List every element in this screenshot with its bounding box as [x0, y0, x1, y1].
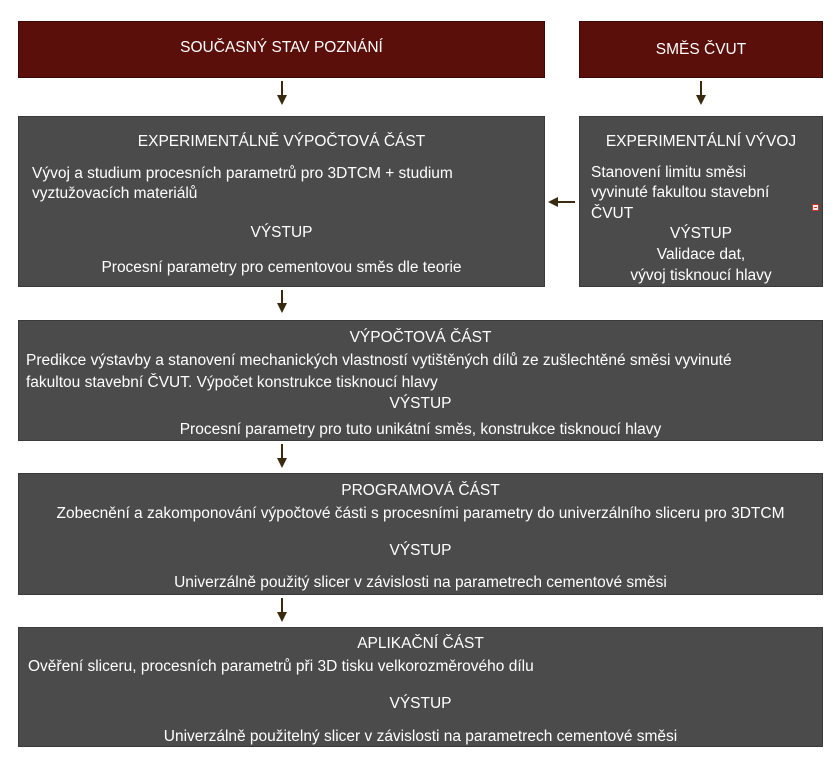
- arrow-to-program-head: [277, 458, 287, 468]
- program-part-title: PROGRAMOVÁ ČÁST: [341, 482, 500, 499]
- program-part-output: Univerzálně použitý slicer v závislosti na parametrech cementové směsi: [174, 574, 667, 591]
- program-part-output-label: VÝSTUP: [389, 542, 452, 559]
- program-part-desc: Zobecnění a zakomponování výpočtové části s procesními parametry do univerzálního sliceru pro 3DTCM: [56, 505, 785, 522]
- experimental-computational-output-label: VÝSTUP: [250, 224, 313, 241]
- current-state-box: [18, 21, 545, 78]
- experimental-computational-output: Procesní parametry pro cementovou směs dle teorie: [101, 259, 462, 276]
- experimental-development-output-label: VÝSTUP: [669, 225, 732, 242]
- application-part-output: Univerzálně použitelný slicer v závislosti na parametrech cementové směsi: [163, 728, 678, 745]
- application-part-title: APLIKAČNÍ ČÁST: [357, 635, 484, 652]
- program-part-box: [18, 473, 823, 595]
- experimental-computational-title: EXPERIMENTÁLNĚ VÝPOČTOVÁ ČÁST: [137, 133, 426, 150]
- experimental-development-desc-line1: Stanovení limitu směsi: [591, 164, 747, 181]
- computational-part-output: Procesní parametry pro tuto unikátní směs, konstrukce tisknoucí hlavy: [179, 421, 662, 438]
- arrow-top-left: [281, 81, 283, 95]
- current-state-title: SOUČASNÝ STAV POZNÁNÍ: [180, 39, 383, 56]
- application-part-output-label: VÝSTUP: [389, 695, 452, 712]
- application-part-box: [18, 627, 823, 747]
- experimental-development-desc-line3: ČVUT: [591, 205, 634, 222]
- collapse-icon[interactable]: [812, 204, 819, 211]
- arrow-left: [558, 201, 575, 203]
- arrow-top-right: [700, 81, 702, 95]
- computational-part-output-label: VÝSTUP: [389, 395, 452, 412]
- computational-part-desc-line1: Predikce výstavby a stanovení mechanických vlastností vytištěných dílů ze zušlechtěné směsi vyvinuté: [26, 352, 732, 369]
- mixture-ctu-title: SMĚS ČVUT: [655, 41, 747, 58]
- arrow-to-application-head: [277, 612, 287, 622]
- experimental-computational-box: [18, 116, 545, 287]
- arrow-to-calc-head: [277, 303, 287, 313]
- computational-part-box: [18, 320, 823, 441]
- experimental-development-output-line1: Validace dat,: [656, 246, 746, 263]
- mixture-ctu-box: [579, 21, 823, 78]
- experimental-development-box: [579, 116, 823, 287]
- experimental-development-output-line2: vývoj tisknoucí hlavy: [630, 267, 772, 284]
- arrow-top-right-head: [696, 95, 706, 105]
- experimental-development-desc-line2: vyvinuté fakultou stavební: [591, 184, 770, 201]
- computational-part-desc-line2: fakultou stavební ČVUT. Výpočet konstrukce tisknoucí hlavy: [26, 374, 438, 391]
- application-part-desc: Ověření sliceru, procesních parametrů při 3D tisku velkorozměrového dílu: [28, 658, 534, 675]
- arrow-to-application: [281, 598, 283, 612]
- experimental-development-title: EXPERIMENTÁLNÍ VÝVOJ: [605, 133, 797, 150]
- arrow-top-left-head: [277, 95, 287, 105]
- experimental-computational-desc-line2: vyztužovacích materiálů: [32, 185, 198, 202]
- arrow-left-head: [548, 197, 558, 207]
- arrow-to-calc: [281, 290, 283, 303]
- computational-part-title: VÝPOČTOVÁ ČÁST: [349, 329, 492, 346]
- experimental-computational-desc-line1: Vývoj a studium procesních parametrů pro 3DTCM + studium: [32, 165, 453, 182]
- arrow-to-program: [281, 444, 283, 458]
